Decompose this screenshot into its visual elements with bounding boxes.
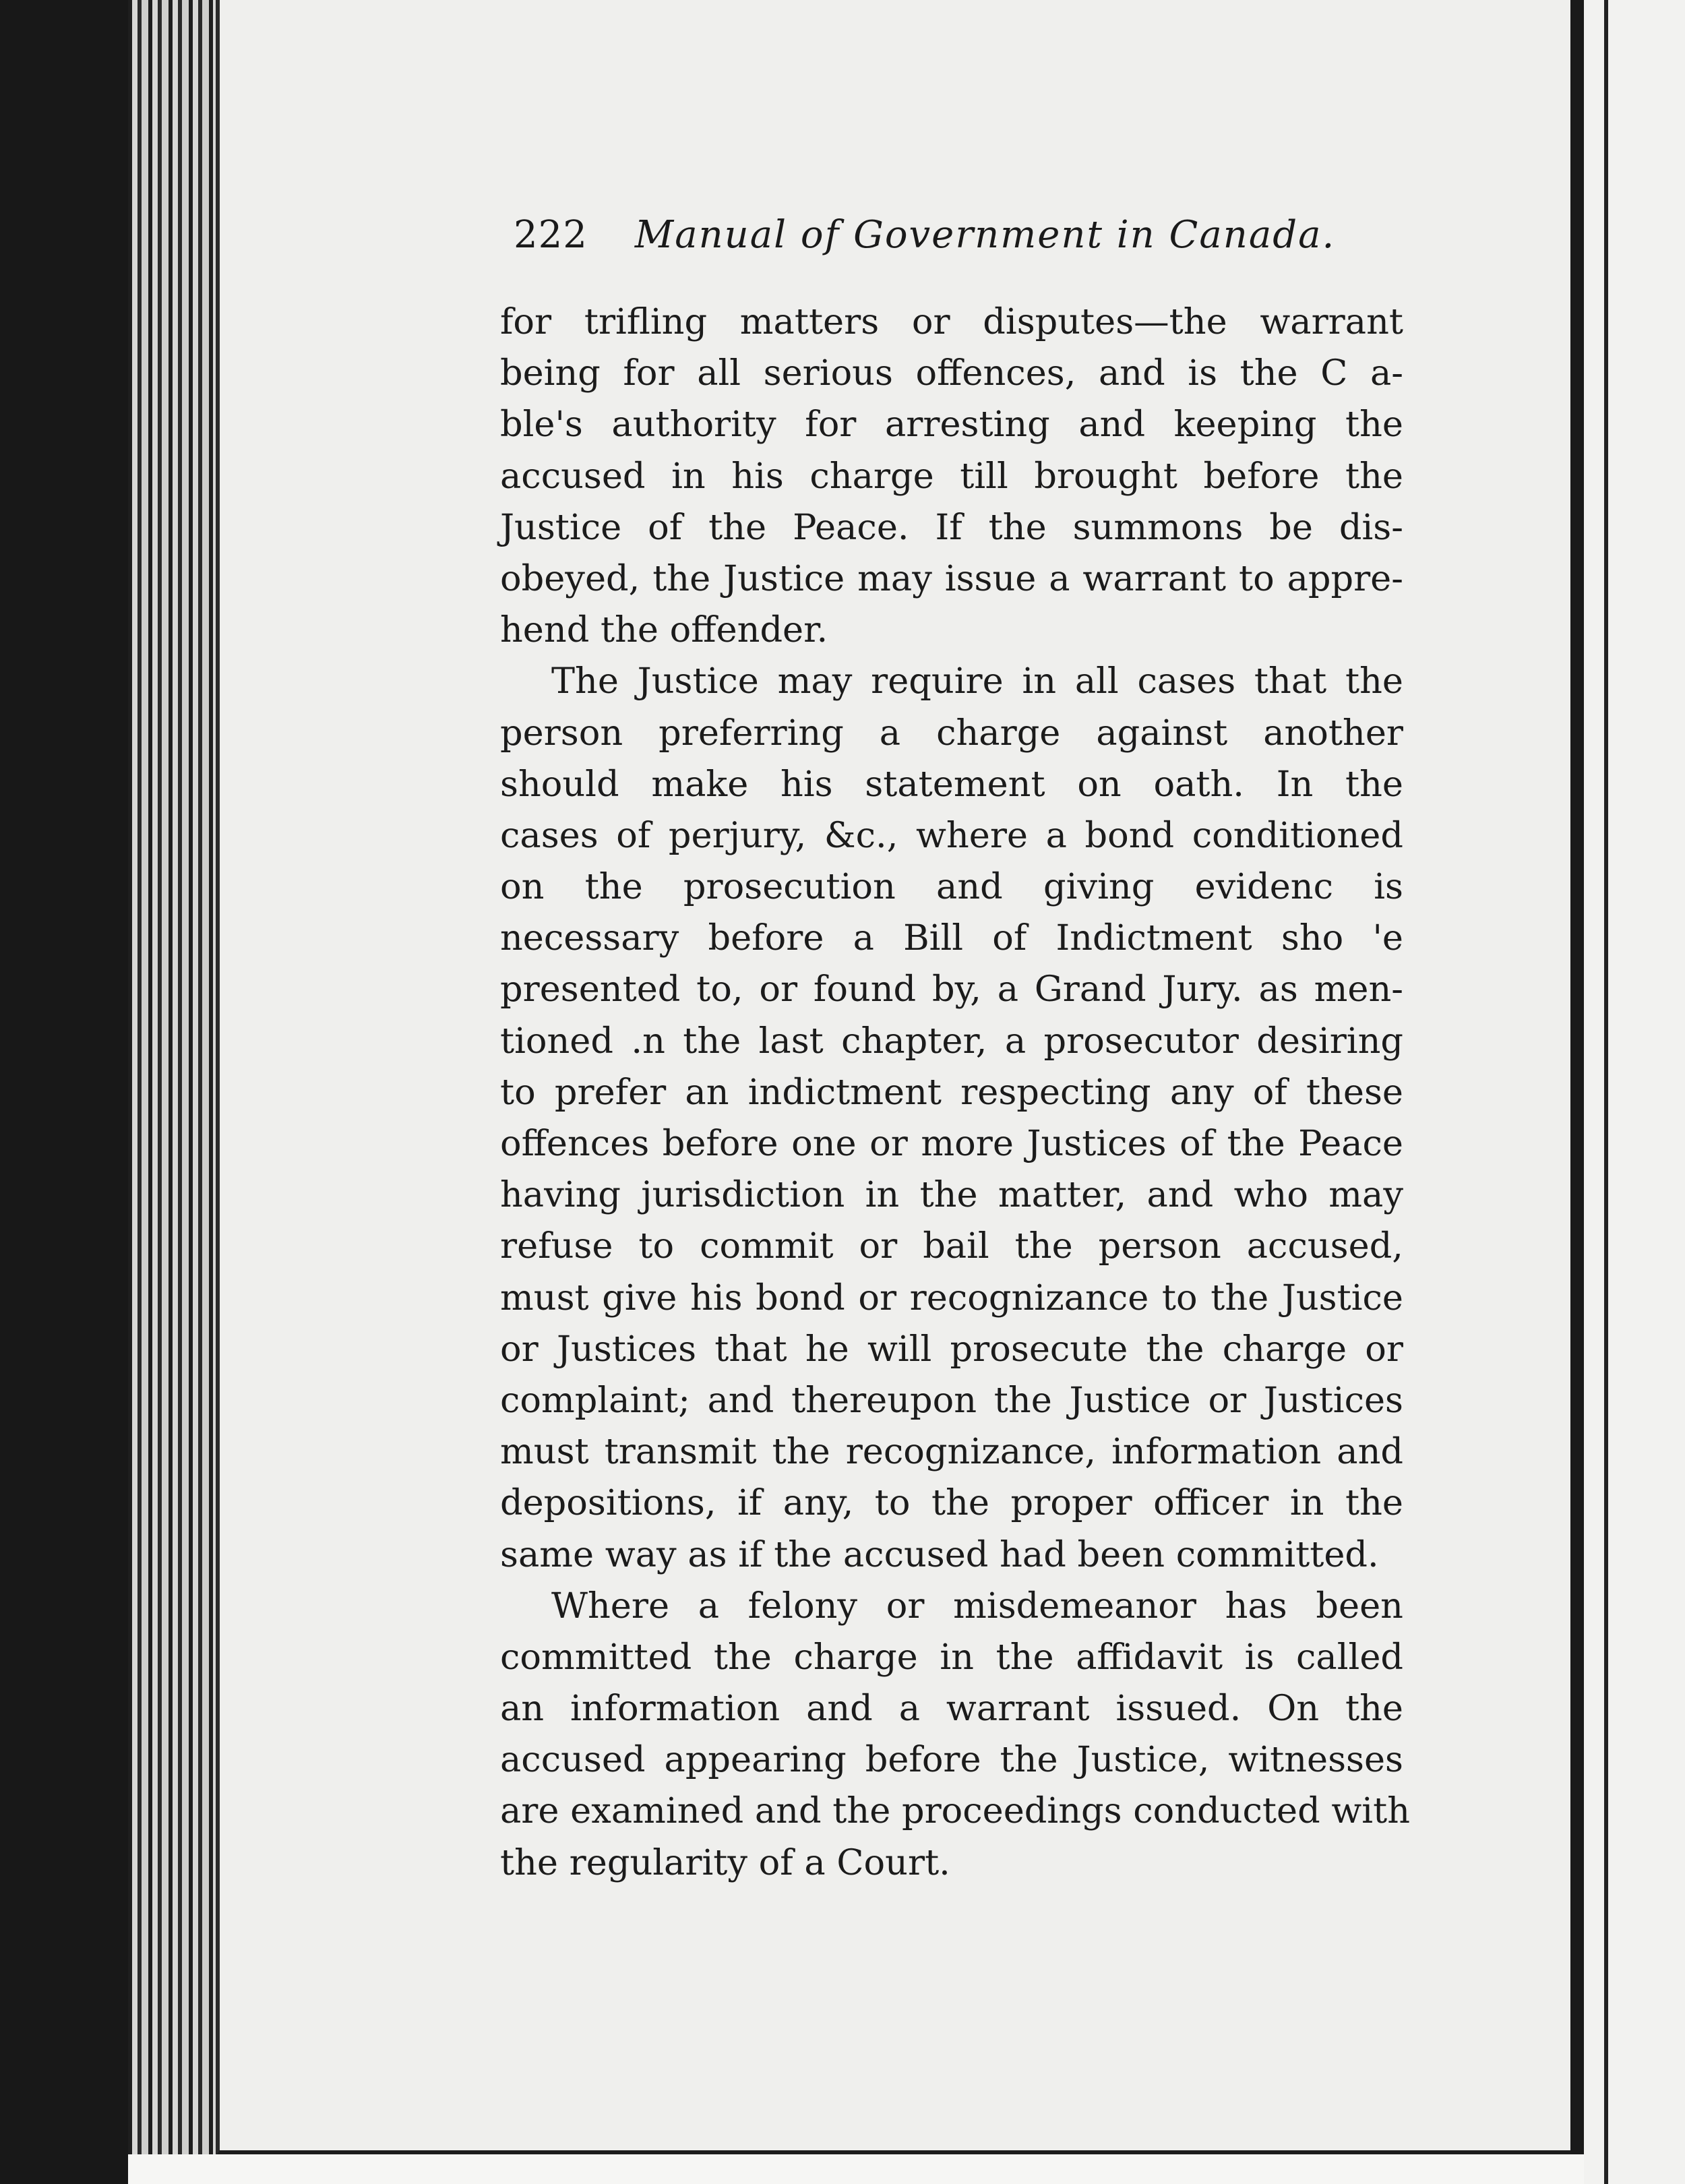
paragraph-1: [500, 297, 1403, 656]
text-line: offences before one or more Justices of the Peace: [500, 1123, 1403, 1164]
text-line: must transmit the recognizance, information and: [500, 1431, 1403, 1473]
page-bottom-margin: [128, 2154, 1584, 2184]
text-line: for trifling matters or disputes—the warrant: [500, 301, 1403, 342]
text-line: obeyed, the Justice may issue a warrant to appre-: [500, 557, 1403, 599]
adjacent-page: [1584, 0, 1685, 2184]
text-line: necessary before a Bill of Indictment sho 'e: [500, 917, 1403, 959]
text-line: presented to, or found by, a Grand Jury. as men-: [500, 969, 1403, 1010]
gutter-edge: [1570, 0, 1584, 2184]
text-line: the regularity of a Court.: [500, 1842, 950, 1883]
text-line: being for all serious offences, and is the C a-: [500, 353, 1403, 394]
text-line: Where a felony or misdemeanor has been: [551, 1585, 1403, 1627]
body-text: [500, 297, 1411, 1889]
text-line: on the prosecution and giving evidenc is: [500, 866, 1403, 908]
text-line: The Justice may require in all cases that the: [551, 661, 1403, 702]
text-line: same way as if the accused had been committed.: [500, 1534, 1379, 1575]
text-line: committed the charge in the affidavit is called: [500, 1636, 1403, 1678]
text-line: cases of perjury, &c., where a bond conditioned: [500, 814, 1403, 856]
text-line: complaint; and thereupon the Justice or Justices: [500, 1379, 1403, 1421]
text-line: ble's authority for arresting and keeping the: [500, 404, 1403, 446]
text-line: must give his bond or recognizance to the Justice: [500, 1277, 1403, 1318]
text-line: or Justices that he will prosecute the charge or: [500, 1328, 1403, 1370]
text-line: an information and a warrant issued. On the: [500, 1688, 1403, 1730]
page-number: 222: [514, 213, 588, 257]
page-stack-edges: [128, 0, 216, 2184]
text-line: depositions, if any, to the proper officer in the: [500, 1482, 1403, 1524]
text-line: accused appearing before the Justice, witnesses: [500, 1739, 1403, 1781]
text-line: to prefer an indictment respecting any of these: [500, 1071, 1403, 1113]
paragraph-2: [500, 656, 1403, 1580]
text-line: are examined and the proceedings conducted with: [500, 1790, 1411, 1832]
running-title: Manual of Government in Canada.: [634, 213, 1336, 257]
text-line: tioned .n the last chapter, a prosecutor desiring: [500, 1020, 1403, 1062]
running-header: [514, 213, 1336, 267]
text-line: person preferring a charge against another: [500, 712, 1403, 754]
text-line: having jurisdiction in the matter, and who may: [500, 1174, 1403, 1216]
text-line: accused in his charge till brought before the: [500, 455, 1403, 497]
book-edge-shadow: [0, 0, 128, 2184]
text-line: Justice of the Peace. If the summons be dis-: [500, 506, 1403, 548]
text-line: should make his statement on oath. In the: [500, 763, 1403, 805]
text-line: hend the offender.: [500, 609, 828, 651]
paragraph-3: [500, 1581, 1411, 1889]
text-line: refuse to commit or bail the person accused,: [500, 1225, 1403, 1267]
